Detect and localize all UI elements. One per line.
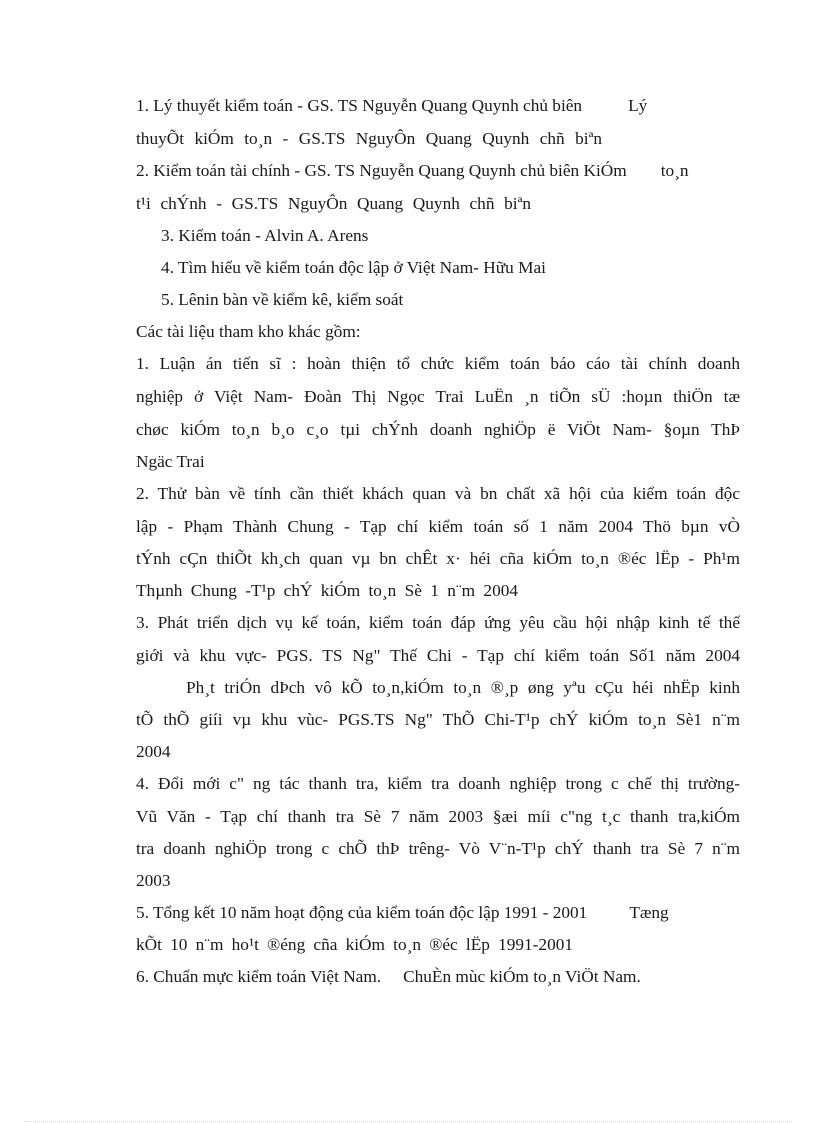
reference-line — [136, 961, 740, 993]
reference-line: 3. Kiểm toán - Alvin A. Arens — [161, 226, 369, 245]
reference-line: tra doanh nghiÖp trong c chÕ thÞ trêng- Vò V¨n-T¹p chÝ thanh tra Sè 7 n¨m — [136, 839, 740, 858]
reference-text: 2. Kiểm toán tài chính - GS. TS Nguyễn Quang Quynh chủ biên KiÓm — [136, 161, 627, 180]
reference-line: Ngäc Trai — [136, 452, 205, 471]
reference-line: Vũ Văn - Tạp chí thanh tra Sè 7 năm 2003 §æi míi c"ng t¸c thanh tra,kiÓm — [136, 807, 740, 826]
reference-line: lập - Phạm Thành Chung - Tạp chí kiểm toán số 1 năm 2004 Thö bµn vÒ — [136, 517, 740, 536]
reference-line: tÝnh cÇn thiÕt kh¸ch quan vµ bn chÊt x· héi cña kiÓm to¸n ®éc lËp - Ph¹m — [136, 549, 740, 568]
reference-text: ChuÈn mùc kiÓm to¸n ViÖt Nam. — [403, 967, 641, 986]
reference-line: chøc kiÓm to¸n b¸o c¸o tµi chÝnh doanh nghiÖp ë ViÖt Nam- §oµn ThÞ — [136, 420, 740, 439]
reference-line: Thµnh Chung -T¹p chÝ kiÓm to¸n Sè 1 n¨m 2004 — [136, 581, 518, 600]
reference-line: tÕ thÕ giíi vµ khu vùc- PGS.TS Ng" ThÕ Chi-T¹p chÝ kiÓm to¸n Sè1 n¨m — [136, 710, 740, 729]
reference-line: kÕt 10 n¨m ho¹t ®éng cña kiÓm to¸n ®éc lËp 1991-2001 — [136, 935, 573, 954]
section-heading: Các tài liệu tham kho khác gồm: — [136, 322, 361, 341]
reference-text: 5. Tổng kết 10 năm hoạt động của kiểm toán độc lập 1991 - 2001 — [136, 903, 588, 922]
reference-text: 1. Lý thuyết kiểm toán - GS. TS Nguyễn Quang Quynh chủ biên — [136, 96, 583, 115]
reference-line: Ph¸t triÓn dÞch vô kÕ to¸n,kiÓm to¸n ®¸p øng yªu cÇu héi nhËp kinh — [186, 678, 740, 697]
reference-line: t¹i chÝnh - GS.TS NguyÔn Quang Quynh chñ biªn — [136, 194, 531, 213]
reference-line: giới và khu vực- PGS. TS Ng" Thế Chi - Tạp chí kiểm toán Số1 năm 2004 — [136, 646, 740, 665]
reference-text: Lý — [628, 96, 648, 115]
reference-line: 3. Phát triển dịch vụ kế toán, kiểm toán đáp ứng yêu cầu hội nhập kinh tế thế — [136, 613, 740, 632]
reference-line: 2004 — [136, 742, 171, 761]
reference-text: Tæng — [629, 903, 669, 922]
reference-line: nghiệp ở Việt Nam- Đoàn Thị Ngọc Trai LuËn ¸n tiÕn sÜ :hoµn thiÖn tæ — [136, 387, 740, 406]
reference-text: 6. Chuẩn mực kiểm toán Việt Nam. — [136, 967, 382, 986]
reference-line: 2. Thử bàn về tính cần thiết khách quan và bn chất xã hội của kiểm toán độc — [136, 484, 740, 503]
reference-line: 4. Đổi mới c" ng tác thanh tra, kiểm tra doanh nghiệp trong c chế thị trường- — [136, 774, 740, 793]
reference-line: 1. Luận án tiến sĩ : hoàn thiện tổ chức kiểm toán báo cáo tài chính doanh — [136, 354, 740, 373]
reference-line — [136, 155, 740, 187]
reference-line: 4. Tìm hiểu về kiểm toán độc lập ở Việt Nam- Hữu Mai — [161, 258, 546, 277]
reference-line: 5. Lênin bàn về kiểm kê, kiểm soát — [161, 290, 404, 309]
reference-line: thuyÕt kiÓm to¸n - GS.TS NguyÔn Quang Quynh chñ biªn — [136, 129, 602, 148]
reference-line — [136, 897, 740, 929]
reference-text: to¸n — [660, 161, 689, 180]
page-bottom-rule — [24, 1121, 792, 1122]
reference-line: 2003 — [136, 871, 171, 890]
reference-line — [136, 90, 740, 122]
